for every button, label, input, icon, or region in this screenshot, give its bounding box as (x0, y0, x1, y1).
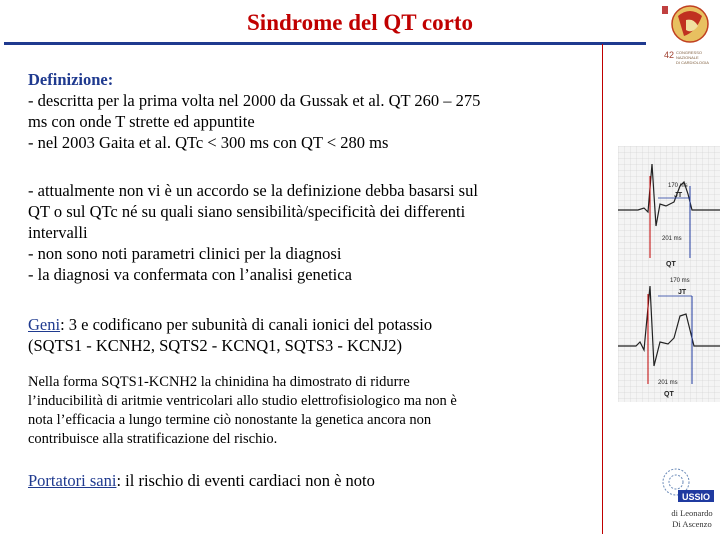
genes-label: Geni (28, 315, 61, 334)
definition-line: - descritta per la prima volta nel 2000 da Gussak et al. QT 260 – 275 (28, 91, 481, 110)
top-jt-value: 170 ms (668, 183, 688, 189)
bottom-qt-value: 201 ms (658, 380, 678, 386)
genes-block (28, 314, 432, 356)
carriers-label: Portatori sani (28, 471, 117, 490)
genes-text: : 3 e codificano per subunità di canali ionici del potassio (60, 315, 433, 334)
author-credit: di Leonardo Di Ascenzo (671, 508, 713, 529)
genes-list: (SQTS1 - KCNH2, SQTS2 - KCNQ1, SQTS3 - KCNJ2) (28, 336, 403, 355)
page-title: Sindrome del QT corto (247, 10, 473, 35)
quinidine-line: nota l’efficacia a lungo termine ciò nonostante la genetica ancora non (28, 412, 432, 428)
consensus-block (28, 180, 478, 285)
quinidine-block (28, 373, 457, 449)
congress-logo (660, 2, 718, 74)
definition-block (28, 69, 480, 153)
consensus-line: - la diagnosi va confermata con l’analisi genetica (28, 265, 352, 284)
vertical-divider (602, 44, 603, 534)
consensus-line: - attualmente non vi è un accordo se la definizione debba basarsi sul (28, 181, 478, 200)
top-jt-label: JT (674, 192, 683, 199)
quinidine-line: Nella forma SQTS1-KCNH2 la chinidina ha dimostrato di ridurre (28, 374, 410, 390)
consensus-line: intervalli (28, 223, 88, 242)
top-qt-label: QT (666, 261, 676, 268)
definition-line: ms con onde T strette ed appuntite (28, 112, 255, 131)
svg-text:NAZIONALE: NAZIONALE (676, 55, 699, 60)
logo-number: 42 (664, 50, 675, 60)
svg-text:DI CARDIOLOGIA: DI CARDIOLOGIA (676, 60, 709, 65)
quinidine-line: contribuisce alla stratificazione del rischio. (28, 431, 278, 447)
carriers-text: : il rischio di eventi cardiaci non è noto (116, 471, 375, 490)
definition-line: - nel 2003 Gaita et al. QTc < 300 ms con QT < 280 ms (28, 133, 389, 152)
definition-label: Definizione: (28, 70, 114, 89)
consensus-line: QT o sul QTc né su quali siano sensibilità/specificità dei differenti (28, 202, 466, 221)
quinidine-line: l’inducibilità di aritmie ventricolari allo studio elettrofisiologico ma non è (28, 393, 457, 409)
ussio-logo-text: USSIO (682, 492, 711, 502)
bottom-qt-label: QT (664, 391, 674, 398)
title-underline (4, 42, 646, 45)
carriers-block (28, 470, 375, 491)
consensus-line: - non sono noti parametri clinici per la diagnosi (28, 244, 342, 263)
svg-text:CONGRESSO: CONGRESSO (676, 50, 703, 55)
ecg-figure (618, 146, 720, 402)
ussio-logo (660, 466, 716, 506)
top-qt-value: 201 ms (662, 236, 682, 242)
bottom-jt-value: 170 ms (670, 278, 690, 284)
bottom-jt-label: JT (678, 289, 687, 296)
